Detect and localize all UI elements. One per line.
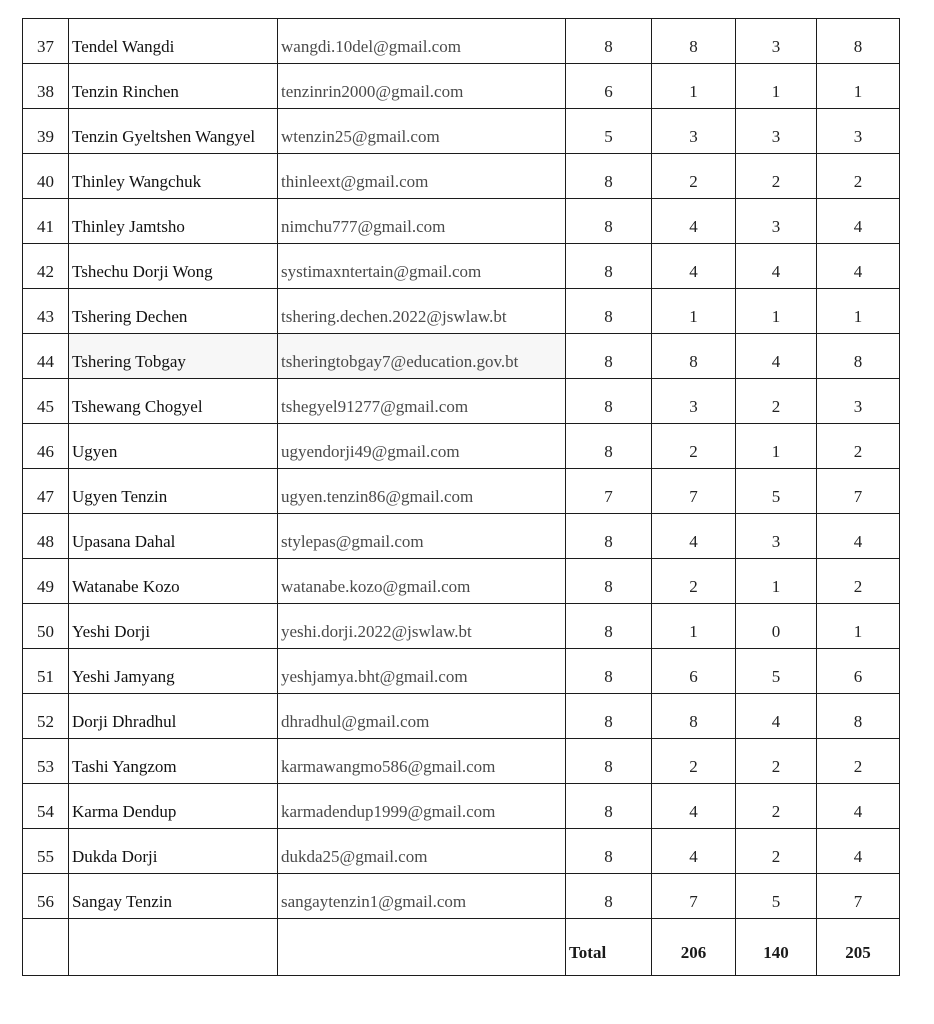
value-col-2: 1 — [652, 64, 736, 109]
value-col-1: 7 — [566, 469, 652, 514]
participant-email: ugyendorji49@gmail.com — [278, 424, 566, 469]
value-col-2: 2 — [652, 424, 736, 469]
value-col-2: 4 — [652, 784, 736, 829]
table-row — [23, 784, 900, 829]
value-col-2: 8 — [652, 19, 736, 64]
participant-name: Yeshi Jamyang — [69, 649, 278, 694]
participant-email: nimchu777@gmail.com — [278, 199, 566, 244]
value-col-3: 1 — [736, 424, 817, 469]
value-col-3: 2 — [736, 379, 817, 424]
participant-email: wtenzin25@gmail.com — [278, 109, 566, 154]
value-col-4: 4 — [817, 514, 900, 559]
total-empty-cell — [23, 919, 69, 976]
total-empty-cell — [278, 919, 566, 976]
value-col-1: 6 — [566, 64, 652, 109]
table-row — [23, 334, 900, 379]
participant-name: Watanabe Kozo — [69, 559, 278, 604]
row-number: 46 — [23, 424, 69, 469]
value-col-1: 8 — [566, 784, 652, 829]
participant-name: Karma Dendup — [69, 784, 278, 829]
participant-name: Dukda Dorji — [69, 829, 278, 874]
value-col-4: 4 — [817, 784, 900, 829]
participant-email: yeshi.dorji.2022@jswlaw.bt — [278, 604, 566, 649]
participant-email: stylepas@gmail.com — [278, 514, 566, 559]
value-col-4: 1 — [817, 64, 900, 109]
value-col-1: 8 — [566, 559, 652, 604]
table-row — [23, 514, 900, 559]
value-col-4: 2 — [817, 559, 900, 604]
table-row — [23, 649, 900, 694]
table-row — [23, 739, 900, 784]
table-row — [23, 694, 900, 739]
participant-name: Yeshi Dorji — [69, 604, 278, 649]
participant-name: Upasana Dahal — [69, 514, 278, 559]
value-col-4: 4 — [817, 244, 900, 289]
participant-email: tenzinrin2000@gmail.com — [278, 64, 566, 109]
value-col-4: 7 — [817, 469, 900, 514]
value-col-3: 3 — [736, 19, 817, 64]
value-col-3: 3 — [736, 199, 817, 244]
value-col-1: 8 — [566, 604, 652, 649]
value-col-4: 8 — [817, 334, 900, 379]
row-number: 45 — [23, 379, 69, 424]
participant-table — [22, 18, 900, 976]
participant-name: Tenzin Rinchen — [69, 64, 278, 109]
participant-name: Thinley Jamtsho — [69, 199, 278, 244]
participant-email: systimaxntertain@gmail.com — [278, 244, 566, 289]
row-number: 49 — [23, 559, 69, 604]
participant-email: yeshjamya.bht@gmail.com — [278, 649, 566, 694]
value-col-1: 8 — [566, 694, 652, 739]
participant-name: Ugyen Tenzin — [69, 469, 278, 514]
value-col-3: 3 — [736, 514, 817, 559]
table-row — [23, 829, 900, 874]
participant-name: Tshering Tobgay — [69, 334, 278, 379]
participant-email: karmadendup1999@gmail.com — [278, 784, 566, 829]
row-number: 50 — [23, 604, 69, 649]
table-row — [23, 469, 900, 514]
row-number: 55 — [23, 829, 69, 874]
participant-email: wangdi.10del@gmail.com — [278, 19, 566, 64]
participant-email: karmawangmo586@gmail.com — [278, 739, 566, 784]
value-col-1: 8 — [566, 829, 652, 874]
row-number: 43 — [23, 289, 69, 334]
value-col-4: 3 — [817, 379, 900, 424]
table-row — [23, 64, 900, 109]
value-col-2: 2 — [652, 154, 736, 199]
table-row — [23, 424, 900, 469]
total-row — [23, 919, 900, 976]
participant-email: watanabe.kozo@gmail.com — [278, 559, 566, 604]
total-empty-cell — [69, 919, 278, 976]
value-col-3: 4 — [736, 334, 817, 379]
table-row — [23, 154, 900, 199]
value-col-2: 3 — [652, 109, 736, 154]
value-col-4: 1 — [817, 604, 900, 649]
value-col-4: 4 — [817, 829, 900, 874]
value-col-4: 2 — [817, 739, 900, 784]
value-col-1: 8 — [566, 649, 652, 694]
row-number: 44 — [23, 334, 69, 379]
value-col-1: 8 — [566, 289, 652, 334]
participant-name: Ugyen — [69, 424, 278, 469]
row-number: 54 — [23, 784, 69, 829]
value-col-3: 2 — [736, 739, 817, 784]
value-col-1: 8 — [566, 244, 652, 289]
row-number: 42 — [23, 244, 69, 289]
row-number: 53 — [23, 739, 69, 784]
total-value-3: 140 — [736, 919, 817, 976]
value-col-3: 1 — [736, 289, 817, 334]
row-number: 39 — [23, 109, 69, 154]
value-col-2: 4 — [652, 829, 736, 874]
value-col-3: 5 — [736, 874, 817, 919]
total-value-2: 206 — [652, 919, 736, 976]
value-col-3: 4 — [736, 694, 817, 739]
row-number: 41 — [23, 199, 69, 244]
value-col-1: 5 — [566, 109, 652, 154]
value-col-2: 8 — [652, 334, 736, 379]
participant-name: Tendel Wangdi — [69, 19, 278, 64]
value-col-1: 8 — [566, 19, 652, 64]
total-value-4: 205 — [817, 919, 900, 976]
row-number: 51 — [23, 649, 69, 694]
value-col-2: 2 — [652, 559, 736, 604]
value-col-4: 3 — [817, 109, 900, 154]
value-col-2: 2 — [652, 739, 736, 784]
row-number: 56 — [23, 874, 69, 919]
value-col-3: 1 — [736, 559, 817, 604]
table-row — [23, 244, 900, 289]
value-col-4: 8 — [817, 19, 900, 64]
participant-name: Tshewang Chogyel — [69, 379, 278, 424]
value-col-3: 1 — [736, 64, 817, 109]
value-col-4: 8 — [817, 694, 900, 739]
table-row — [23, 289, 900, 334]
participant-name: Tshechu Dorji Wong — [69, 244, 278, 289]
value-col-2: 7 — [652, 469, 736, 514]
participant-email: tsheringtobgay7@education.gov.bt — [278, 334, 566, 379]
participant-email: dhradhul@gmail.com — [278, 694, 566, 739]
value-col-1: 8 — [566, 379, 652, 424]
row-number: 52 — [23, 694, 69, 739]
participant-email: thinleext@gmail.com — [278, 154, 566, 199]
participant-email: dukda25@gmail.com — [278, 829, 566, 874]
value-col-3: 2 — [736, 829, 817, 874]
value-col-3: 5 — [736, 649, 817, 694]
value-col-3: 5 — [736, 469, 817, 514]
participant-name: Tenzin Gyeltshen Wangyel — [69, 109, 278, 154]
value-col-3: 3 — [736, 109, 817, 154]
value-col-2: 8 — [652, 694, 736, 739]
table-row — [23, 604, 900, 649]
value-col-2: 4 — [652, 244, 736, 289]
value-col-2: 3 — [652, 379, 736, 424]
total-label: Total — [566, 919, 652, 976]
value-col-1: 8 — [566, 739, 652, 784]
participant-email: tshering.dechen.2022@jswlaw.bt — [278, 289, 566, 334]
value-col-2: 6 — [652, 649, 736, 694]
value-col-4: 2 — [817, 424, 900, 469]
value-col-4: 7 — [817, 874, 900, 919]
table-body — [23, 19, 900, 919]
table-row — [23, 199, 900, 244]
value-col-1: 8 — [566, 874, 652, 919]
value-col-1: 8 — [566, 424, 652, 469]
participant-email: tshegyel91277@gmail.com — [278, 379, 566, 424]
table-row — [23, 379, 900, 424]
value-col-4: 4 — [817, 199, 900, 244]
row-number: 37 — [23, 19, 69, 64]
table-row — [23, 19, 900, 64]
participant-name: Tshering Dechen — [69, 289, 278, 334]
participant-name: Dorji Dhradhul — [69, 694, 278, 739]
participant-email: ugyen.tenzin86@gmail.com — [278, 469, 566, 514]
row-number: 48 — [23, 514, 69, 559]
value-col-1: 8 — [566, 514, 652, 559]
participant-name: Thinley Wangchuk — [69, 154, 278, 199]
value-col-4: 2 — [817, 154, 900, 199]
value-col-2: 7 — [652, 874, 736, 919]
participant-email: sangaytenzin1@gmail.com — [278, 874, 566, 919]
value-col-2: 1 — [652, 289, 736, 334]
value-col-3: 0 — [736, 604, 817, 649]
row-number: 40 — [23, 154, 69, 199]
value-col-3: 2 — [736, 784, 817, 829]
row-number: 38 — [23, 64, 69, 109]
table-row — [23, 109, 900, 154]
value-col-1: 8 — [566, 154, 652, 199]
value-col-1: 8 — [566, 199, 652, 244]
value-col-3: 4 — [736, 244, 817, 289]
value-col-3: 2 — [736, 154, 817, 199]
row-number: 47 — [23, 469, 69, 514]
table-row — [23, 874, 900, 919]
value-col-2: 4 — [652, 199, 736, 244]
value-col-2: 4 — [652, 514, 736, 559]
value-col-2: 1 — [652, 604, 736, 649]
value-col-1: 8 — [566, 334, 652, 379]
value-col-4: 6 — [817, 649, 900, 694]
value-col-4: 1 — [817, 289, 900, 334]
table-row — [23, 559, 900, 604]
participant-name: Sangay Tenzin — [69, 874, 278, 919]
participant-name: Tashi Yangzom — [69, 739, 278, 784]
